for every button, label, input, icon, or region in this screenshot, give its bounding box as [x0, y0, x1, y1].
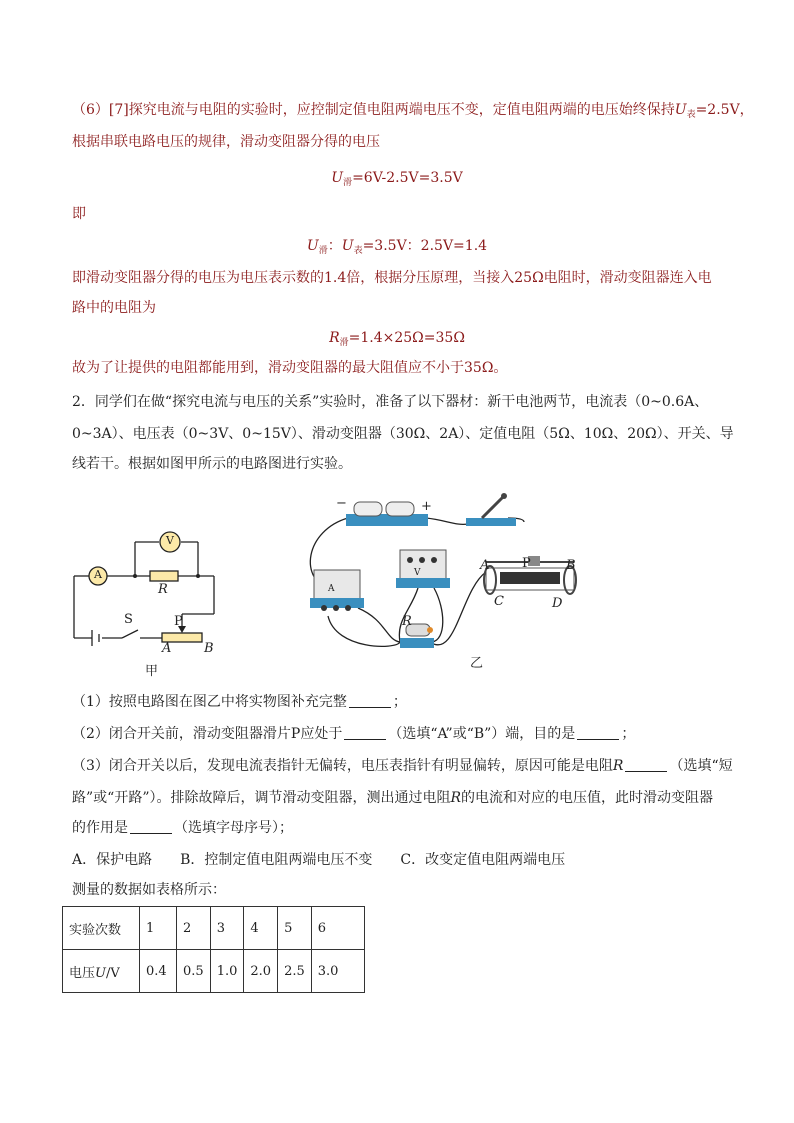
table-cell: 0.5	[177, 950, 211, 993]
p6-ji: 即	[72, 206, 86, 222]
yi-resistor-label: R	[402, 614, 412, 629]
jia-ammeter-label: A	[94, 568, 102, 581]
table-cell: 1	[140, 907, 177, 950]
yi-voltmeter-label: V	[414, 568, 421, 578]
yi-rh-a: A	[480, 558, 490, 573]
yi-rh-c: C	[494, 594, 504, 609]
q2-options: A．保护电路 B．控制定值电阻两端电压不变 C．改变定值电阻两端电压	[72, 852, 566, 868]
p6-line5: 故为了让提供的电阻都能用到，滑动变阻器的最大阻值应不小于35Ω。	[72, 360, 508, 376]
yi-plus: +	[421, 499, 432, 514]
table-cell: 2	[177, 907, 211, 950]
table-cell: 1.0	[210, 950, 244, 993]
table-cell: 6	[311, 907, 364, 950]
yi-rh-b: B	[566, 558, 576, 573]
p6-line1: （6）[7]探究电流与电阻的实验时，应控制定值电阻两端电压不变，定值电阻两端的电压始终保持$U_表=2.5V$，	[72, 102, 754, 120]
jia-voltmeter-label: V	[166, 534, 174, 547]
table-header-cell: 电压U/V	[63, 950, 140, 993]
answer-blank-5[interactable]	[130, 819, 172, 834]
p6-eq2: $U_滑$：$U_表=3.5V$：2.5V=1.4	[306, 238, 488, 256]
yi-rh-p: P	[522, 556, 531, 571]
jia-end-a: A	[162, 641, 172, 656]
table-row	[63, 950, 365, 993]
table-row	[63, 907, 365, 950]
q2-sub3-line2: 路”或“开路”）。排除故障后，调节滑动变阻器，测出通过电阻R的电流和对应的电压值，此时滑动变阻器	[72, 790, 714, 806]
answer-blank-1[interactable]	[349, 693, 391, 708]
jia-end-b: B	[204, 641, 214, 656]
q2-line1: 2．同学们在做“探究电流与电压的关系”实验时，准备了以下器材：新干电池两节，电流表（0~0.6A、	[72, 394, 709, 410]
yi-ammeter-label: A	[328, 584, 335, 594]
yi-minus: −	[336, 496, 347, 511]
table-cell: 0.4	[140, 950, 177, 993]
q2-sub2: （2）闭合开关前，滑动变阻器滑片P应处于 （选填“A”或“B”）端，目的是 ；	[72, 726, 636, 742]
jia-slider-label: P	[174, 614, 183, 629]
q2-sub3-line1: （3）闭合开关以后，发现电流表指针无偏转，电压表指针有明显偏转，原因可能是电阻R （选填“短	[72, 758, 733, 774]
data-table	[62, 906, 365, 993]
table-cell: 3	[210, 907, 244, 950]
table-cell: 5	[278, 907, 312, 950]
q2-line3: 线若干。根据如图甲所示的电路图进行实验。	[72, 456, 352, 472]
figure-yi-physical	[296, 490, 586, 665]
p6-line2: 根据串联电路电压的规律，滑动变阻器分得的电压	[72, 134, 380, 150]
jia-switch-label: S	[124, 612, 133, 627]
p6-eq3: $R_滑=1.4\times 25\Omega=35\Omega$	[329, 330, 465, 348]
answer-blank-3[interactable]	[577, 725, 619, 740]
p6-line4: 路中的电阻为	[72, 300, 156, 316]
q2-sub1: （1）按照电路图在图乙中将实物图补充完整 ；	[72, 694, 407, 710]
q2-line2: 0~3A）、电压表（0~3V、0~15V）、滑动变阻器（30Ω、2A）、定值电阻（5Ω、10Ω、20Ω）、开关、导	[72, 426, 734, 442]
table-cell: 2.5	[278, 950, 312, 993]
answer-blank-2[interactable]	[344, 725, 386, 740]
table-header-cell: 实验次数	[63, 907, 140, 950]
jia-caption: 甲	[145, 664, 159, 679]
yi-caption: 乙	[470, 656, 484, 671]
q2-table-caption: 测量的数据如表格所示：	[72, 882, 226, 898]
p6-line3: 即滑动变阻器分得的电压为电压表示数的1.4倍，根据分压原理，当接入25Ω电阻时，滑动变阻器连入电	[72, 270, 712, 286]
table-cell: 4	[244, 907, 278, 950]
p6-eq1: $U_滑=6V-2.5V=3.5V$	[331, 170, 463, 188]
table-cell: 2.0	[244, 950, 278, 993]
q2-sub3-line3: 的作用是 （选填字母序号）；	[72, 820, 293, 836]
yi-rh-d: D	[552, 596, 563, 611]
table-cell: 3.0	[311, 950, 364, 993]
answer-blank-4[interactable]	[625, 757, 667, 772]
jia-resistor-label: R	[158, 582, 168, 597]
